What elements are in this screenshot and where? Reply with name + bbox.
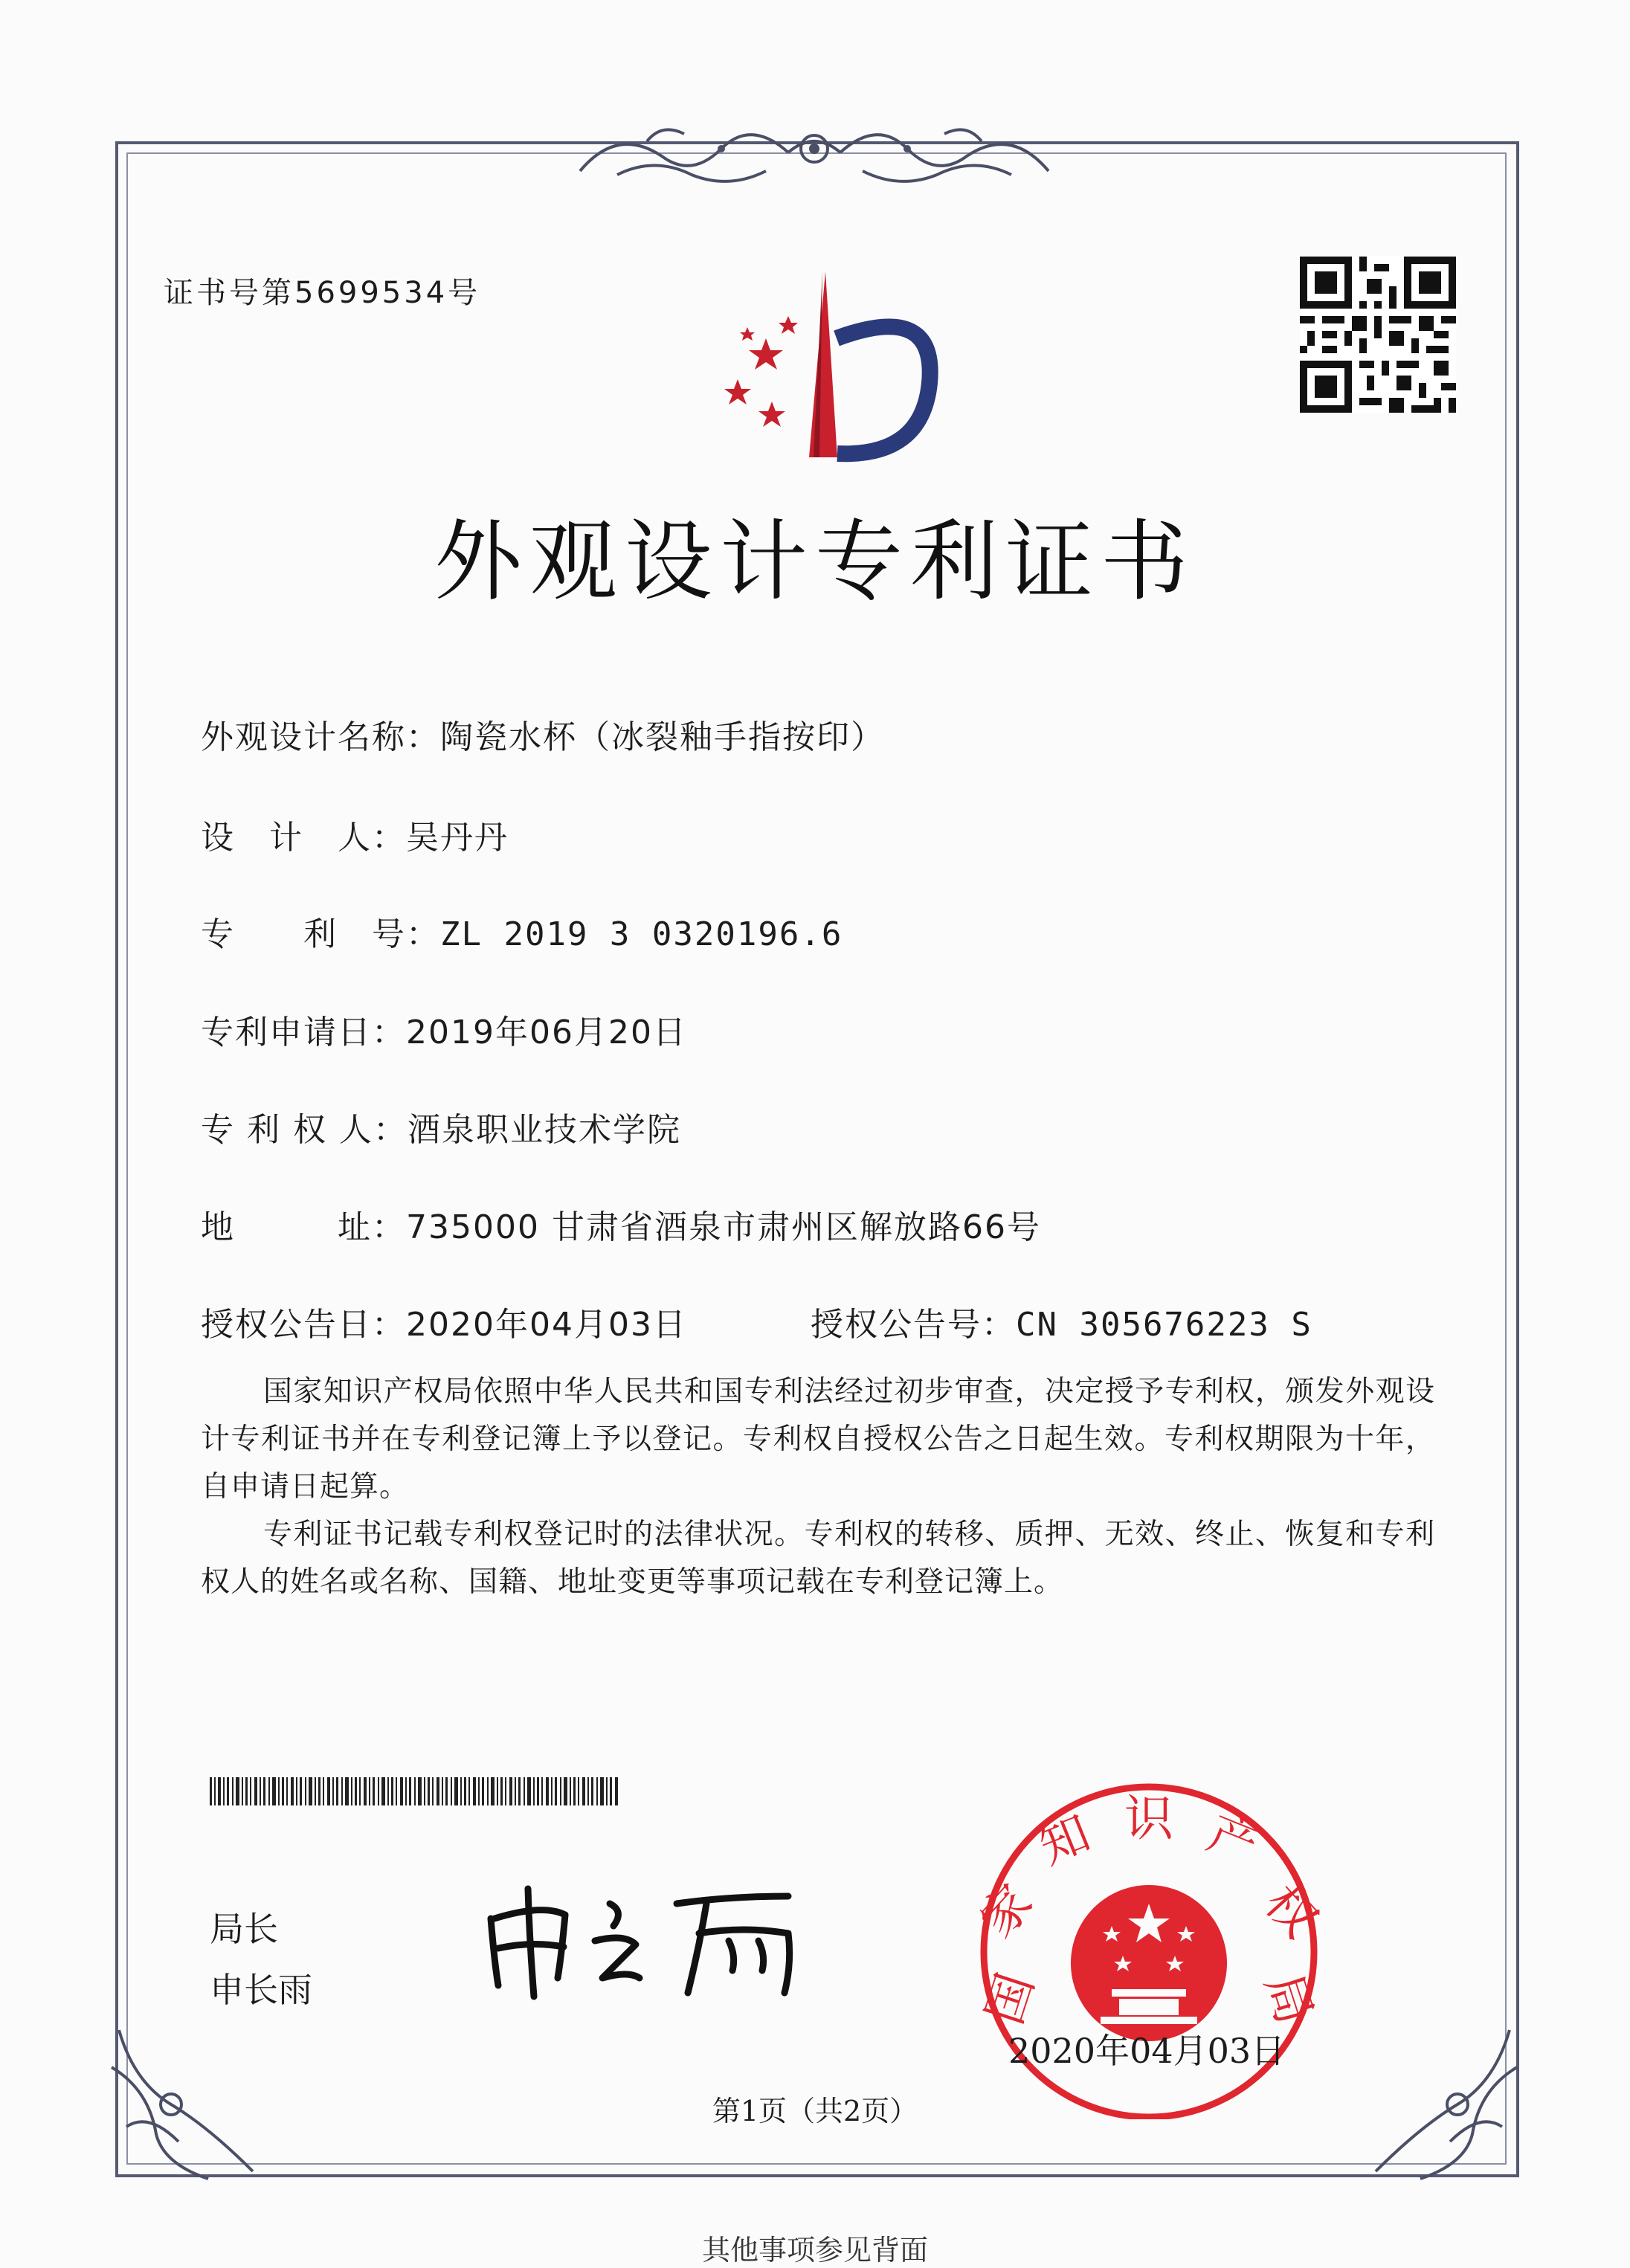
announce-number-label: 授权公告号： bbox=[811, 1306, 1016, 1344]
seal-char-6: 权 bbox=[1254, 1873, 1330, 1949]
certificate-number: 证书号第5699534号 bbox=[164, 276, 481, 310]
patentee-value: 酒泉职业技术学院 bbox=[407, 1111, 681, 1149]
patent-number-row bbox=[201, 907, 843, 955]
filing-date-label: 专利申请日： bbox=[201, 1014, 406, 1051]
signer-title: 局长 bbox=[210, 1909, 278, 1949]
signer-name: 申长雨 bbox=[210, 1970, 312, 2010]
seal-char-2: 家 bbox=[968, 1873, 1044, 1949]
barcode-icon bbox=[210, 1777, 619, 1805]
top-ornament-icon bbox=[573, 112, 1056, 193]
patent-number-value: ZL 2019 3 0320196.6 bbox=[440, 915, 843, 953]
designer-label: 设 计 人： bbox=[201, 819, 406, 857]
patentee-label: 专 利 权 人： bbox=[201, 1111, 408, 1149]
address-label: 地 址： bbox=[201, 1208, 406, 1246]
designer-row bbox=[201, 811, 509, 858]
page-number: 第1页（共2页） bbox=[712, 2095, 918, 2127]
seal-char-7: 局 bbox=[1254, 1966, 1324, 2032]
qr-code-icon bbox=[1300, 257, 1456, 413]
announce-date-row bbox=[201, 1298, 687, 1345]
announce-date-label: 授权公告日： bbox=[201, 1306, 406, 1344]
seal-char-5: 产 bbox=[1199, 1804, 1267, 1876]
designer-value: 吴丹丹 bbox=[406, 819, 509, 857]
patent-number-label: 专 利 号： bbox=[201, 915, 440, 953]
announce-number-row bbox=[811, 1298, 1312, 1345]
patentee-row bbox=[201, 1103, 681, 1150]
address-row bbox=[201, 1200, 1041, 1248]
announce-date-value: 2020年04月03日 bbox=[406, 1306, 687, 1344]
body-paragraph-1: 国家知识产权局依照中华人民共和国专利法经过初步审查，决定授予专利权，颁发外观设计专利证书并在专利登记簿上予以登记。专利权自授权公告之日起生效。专利权期限为十年，自申请日起算。 bbox=[201, 1375, 1435, 1504]
seal-char-4: 识 bbox=[1124, 1790, 1173, 1847]
filing-date-value: 2019年06月20日 bbox=[406, 1014, 687, 1051]
seal-date: 2020年04月03日 bbox=[1008, 2031, 1286, 2071]
design-name-label: 外观设计名称： bbox=[201, 718, 440, 756]
announce-number-value: CN 305676223 S bbox=[1016, 1306, 1312, 1344]
filing-date-row bbox=[201, 1005, 687, 1053]
back-note: 其他事项参见背面 bbox=[701, 2234, 928, 2267]
address-value: 735000 甘肃省酒泉市肃州区解放路66号 bbox=[406, 1208, 1041, 1246]
cnipa-emblem-icon bbox=[692, 257, 944, 465]
body-paragraph-2: 专利证书记载专利权登记时的法律状况。专利权的转移、质押、无效、终止、恢复和专利权人的姓名或名称、国籍、地址变更等事项记载在专利登记簿上。 bbox=[201, 1518, 1435, 1599]
certificate-title: 外观设计专利证书 bbox=[434, 510, 1196, 613]
design-name-value: 陶瓷水杯（冰裂釉手指按印） bbox=[440, 718, 885, 756]
seal-char-3: 知 bbox=[1031, 1804, 1098, 1876]
handwritten-signature-icon bbox=[476, 1874, 818, 2000]
seal-char-1: 国 bbox=[975, 1966, 1046, 2032]
design-name-row bbox=[201, 710, 885, 758]
